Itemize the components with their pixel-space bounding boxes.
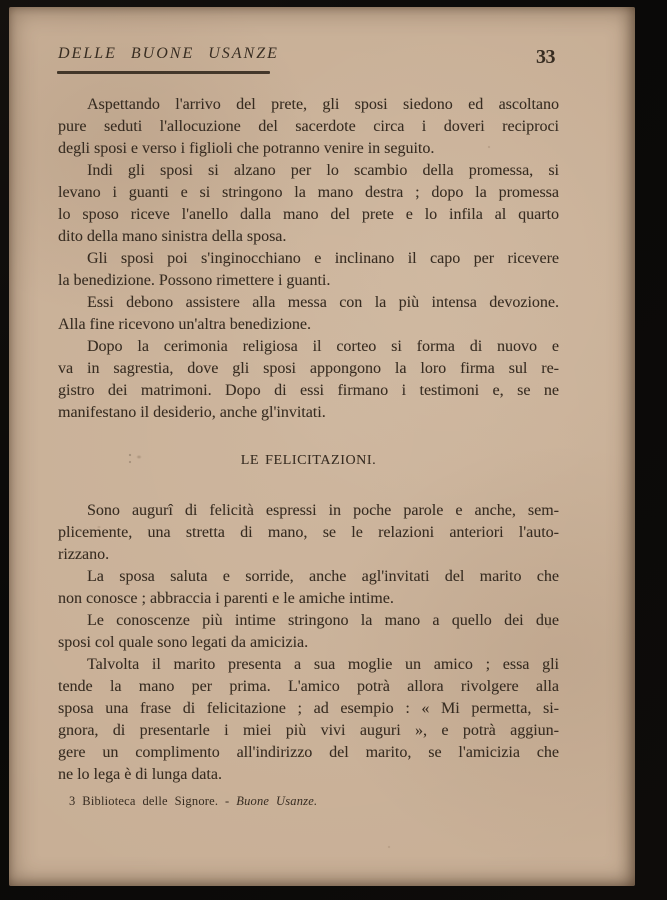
paragraph [58, 94, 559, 160]
text-line: Dopo la cerimonia religiosa il corteo si forma di nuovo e [87, 338, 559, 355]
book-page [9, 7, 635, 886]
text-line: Aspettando l'arrivo del prete, gli sposi siedono ed ascoltano [87, 96, 559, 113]
text-line: ne lo lega è di lunga data. [58, 766, 222, 783]
header-rule [57, 71, 270, 74]
text-blocks [58, 94, 559, 786]
text-line: va in sagrestia, dove gli sposi appongono la loro firma sul re- [58, 360, 559, 377]
section-heading: LE FELICITAZIONI. [240, 453, 377, 468]
text-line: gnora, di presentarle i miei più vivi auguri », e potrà aggiun- [58, 722, 559, 739]
footnote [69, 794, 317, 809]
ink-smudge [127, 452, 145, 466]
footnote-book-title: Buone Usanze. [236, 794, 318, 808]
text-line: Indi gli sposi si alzano per lo scambio della promessa, si [87, 162, 559, 179]
text-line: gere un complimento all'indirizzo del marito, se l'amicizia che [58, 744, 559, 761]
text-line: levano i guanti e si stringono la mano destra ; dopo la promessa [58, 184, 559, 201]
text-line: Gli sposi poi s'inginocchiano e inclinano il capo per ricevere [87, 250, 559, 267]
paragraph [58, 610, 559, 654]
footnote-signature-number: 3 [69, 794, 76, 808]
page-number: 33 [536, 46, 555, 68]
paragraph [58, 336, 559, 424]
paragraph [58, 248, 559, 292]
text-line: tende la mano per prima. L'amico potrà allora rivolgere alla [58, 678, 559, 695]
text-line: pure seduti l'allocuzione del sacerdote circa i doveri reciproci [58, 118, 559, 135]
text-line: Talvolta il marito presenta a sua moglie un amico ; essa gli [87, 656, 559, 673]
text-line: gistro dei matrimoni. Dopo di essi firmano i testimoni e, se ne [58, 382, 559, 399]
running-header-title: DELLE BUONE USANZE [58, 45, 279, 62]
paragraph [58, 500, 559, 566]
text-line: degli sposi e verso i figlioli che potranno venire in seguito. [58, 140, 435, 157]
paragraph [58, 654, 559, 786]
text-line: Sono augurî di felicità espressi in poche parole e anche, sem- [87, 502, 559, 519]
paragraph [58, 566, 559, 610]
text-line: Alla fine ricevono un'altra benedizione. [58, 316, 311, 333]
text-line: rizzano. [58, 546, 110, 563]
paragraph [58, 160, 559, 248]
text-line: manifestano il desiderio, anche gl'invitati. [58, 404, 326, 421]
text-line: non conosce ; abbraccia i parenti e le amiche intime. [58, 590, 394, 607]
text-line: La sposa saluta e sorride, anche agl'invitati del marito che [87, 568, 559, 585]
text-line: plicemente, una stretta di mano, se le relazioni anteriori l'auto- [58, 524, 559, 541]
text-line: la benedizione. Possono rimettere i guanti. [58, 272, 331, 289]
footnote-series-title: Biblioteca delle Signore. - [82, 794, 230, 808]
text-line: sposi col quale sono legati da amicizia. [58, 634, 309, 651]
text-line: sposa una frase di felicitazione ; ad esempio : « Mi permetta, si- [58, 700, 559, 717]
paragraph [58, 292, 559, 336]
text-line: dito della mano sinistra della sposa. [58, 228, 287, 245]
text-line: Le conoscenze più intime stringono la mano a quello dei due [87, 612, 559, 629]
text-line: Essi debono assistere alla messa con la più intensa devozione. [87, 294, 559, 311]
text-line: lo sposo riceve l'anello dalla mano del prete e lo infila al quarto [58, 206, 559, 223]
